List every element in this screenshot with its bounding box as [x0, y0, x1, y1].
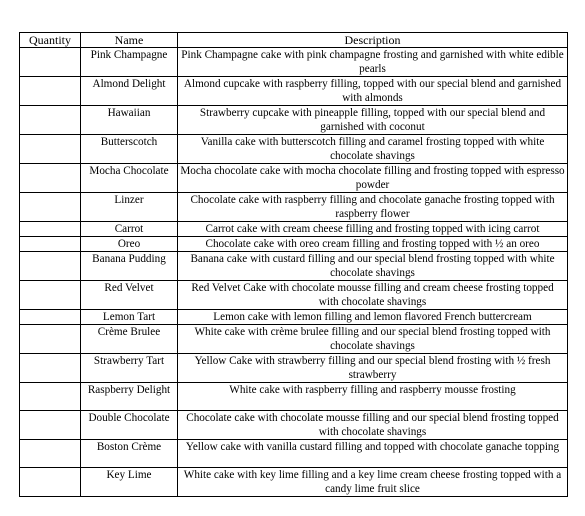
item-name-cell: Butterscotch [81, 135, 178, 164]
table-row [20, 135, 568, 164]
item-description-cell: White cake with raspberry filling and raspberry mousse frosting [178, 383, 568, 411]
item-name-cell: Linzer [81, 193, 178, 222]
table-row [20, 237, 568, 252]
item-description-cell: White cake with crème brulee filling and our special blend frosting topped with chocolate shavings [178, 325, 568, 354]
quantity-cell[interactable] [20, 193, 81, 222]
header-description: Description [178, 33, 568, 48]
item-name-cell: Boston Crème [81, 440, 178, 468]
quantity-cell[interactable] [20, 354, 81, 383]
quantity-cell[interactable] [20, 135, 81, 164]
quantity-cell[interactable] [20, 468, 81, 497]
cupcake-order-table [19, 32, 568, 497]
item-description-cell: Strawberry cupcake with pineapple filling, topped with our special blend and garnished with coconut [178, 106, 568, 135]
item-description-cell: Almond cupcake with raspberry filling, topped with our special blend and garnished with almonds [178, 77, 568, 106]
table-row [20, 325, 568, 354]
table-row [20, 48, 568, 77]
table-row [20, 383, 568, 411]
quantity-cell[interactable] [20, 310, 81, 325]
item-name-cell: Red Velvet [81, 281, 178, 310]
item-name-cell: Mocha Chocolate [81, 164, 178, 193]
table-row [20, 310, 568, 325]
table-body [20, 48, 568, 497]
table-row [20, 252, 568, 281]
table-row [20, 411, 568, 440]
item-description-cell: Chocolate cake with raspberry filling and chocolate ganache frosting topped with raspberry flower [178, 193, 568, 222]
item-name-cell: Double Chocolate [81, 411, 178, 440]
item-description-cell: White cake with key lime filling and a key lime cream cheese frosting topped with a candy lime fruit slice [178, 468, 568, 497]
item-description-cell: Carrot cake with cream cheese filling and frosting topped with icing carrot [178, 222, 568, 237]
item-name-cell: Almond Delight [81, 77, 178, 106]
quantity-cell[interactable] [20, 440, 81, 468]
item-name-cell: Carrot [81, 222, 178, 237]
item-name-cell: Oreo [81, 237, 178, 252]
item-name-cell: Strawberry Tart [81, 354, 178, 383]
quantity-cell[interactable] [20, 222, 81, 237]
quantity-cell[interactable] [20, 77, 81, 106]
item-name-cell: Crème Brulee [81, 325, 178, 354]
item-description-cell: Chocolate cake with chocolate mousse filling and our special blend frosting topped with chocolate shavings [178, 411, 568, 440]
quantity-cell[interactable] [20, 48, 81, 77]
item-name-cell: Banana Pudding [81, 252, 178, 281]
header-name: Name [81, 33, 178, 48]
quantity-cell[interactable] [20, 106, 81, 135]
table-header-row [20, 33, 568, 48]
table-row [20, 193, 568, 222]
item-description-cell: Yellow cake with vanilla custard filling and topped with chocolate ganache topping [178, 440, 568, 468]
table-row [20, 354, 568, 383]
header-quantity: Quantity [20, 33, 81, 48]
item-description-cell: Pink Champagne cake with pink champagne frosting and garnished with white edible pearls [178, 48, 568, 77]
item-description-cell: Red Velvet Cake with chocolate mousse filling and cream cheese frosting topped with chocolate shavings [178, 281, 568, 310]
quantity-cell[interactable] [20, 383, 81, 411]
table-row [20, 440, 568, 468]
quantity-cell[interactable] [20, 411, 81, 440]
item-name-cell: Raspberry Delight [81, 383, 178, 411]
quantity-cell[interactable] [20, 281, 81, 310]
item-name-cell: Key Lime [81, 468, 178, 497]
quantity-cell[interactable] [20, 325, 81, 354]
item-description-cell: Vanilla cake with butterscotch filling and caramel frosting topped with white chocolate shavings [178, 135, 568, 164]
table-row [20, 106, 568, 135]
item-description-cell: Banana cake with custard filling and our special blend frosting topped with white chocolate shavings [178, 252, 568, 281]
table-row [20, 77, 568, 106]
item-name-cell: Lemon Tart [81, 310, 178, 325]
table-row [20, 468, 568, 497]
table-row [20, 222, 568, 237]
item-description-cell: Mocha chocolate cake with mocha chocolate filling and frosting topped with espresso powder [178, 164, 568, 193]
item-description-cell: Chocolate cake with oreo cream filling and frosting topped with ½ an oreo [178, 237, 568, 252]
item-description-cell: Lemon cake with lemon filling and lemon flavored French buttercream [178, 310, 568, 325]
item-description-cell: Yellow Cake with strawberry filling and our special blend frosting with ½ fresh strawberry [178, 354, 568, 383]
item-name-cell: Hawaiian [81, 106, 178, 135]
quantity-cell[interactable] [20, 237, 81, 252]
quantity-cell[interactable] [20, 252, 81, 281]
table-row [20, 281, 568, 310]
quantity-cell[interactable] [20, 164, 81, 193]
table-row [20, 164, 568, 193]
item-name-cell: Pink Champagne [81, 48, 178, 77]
